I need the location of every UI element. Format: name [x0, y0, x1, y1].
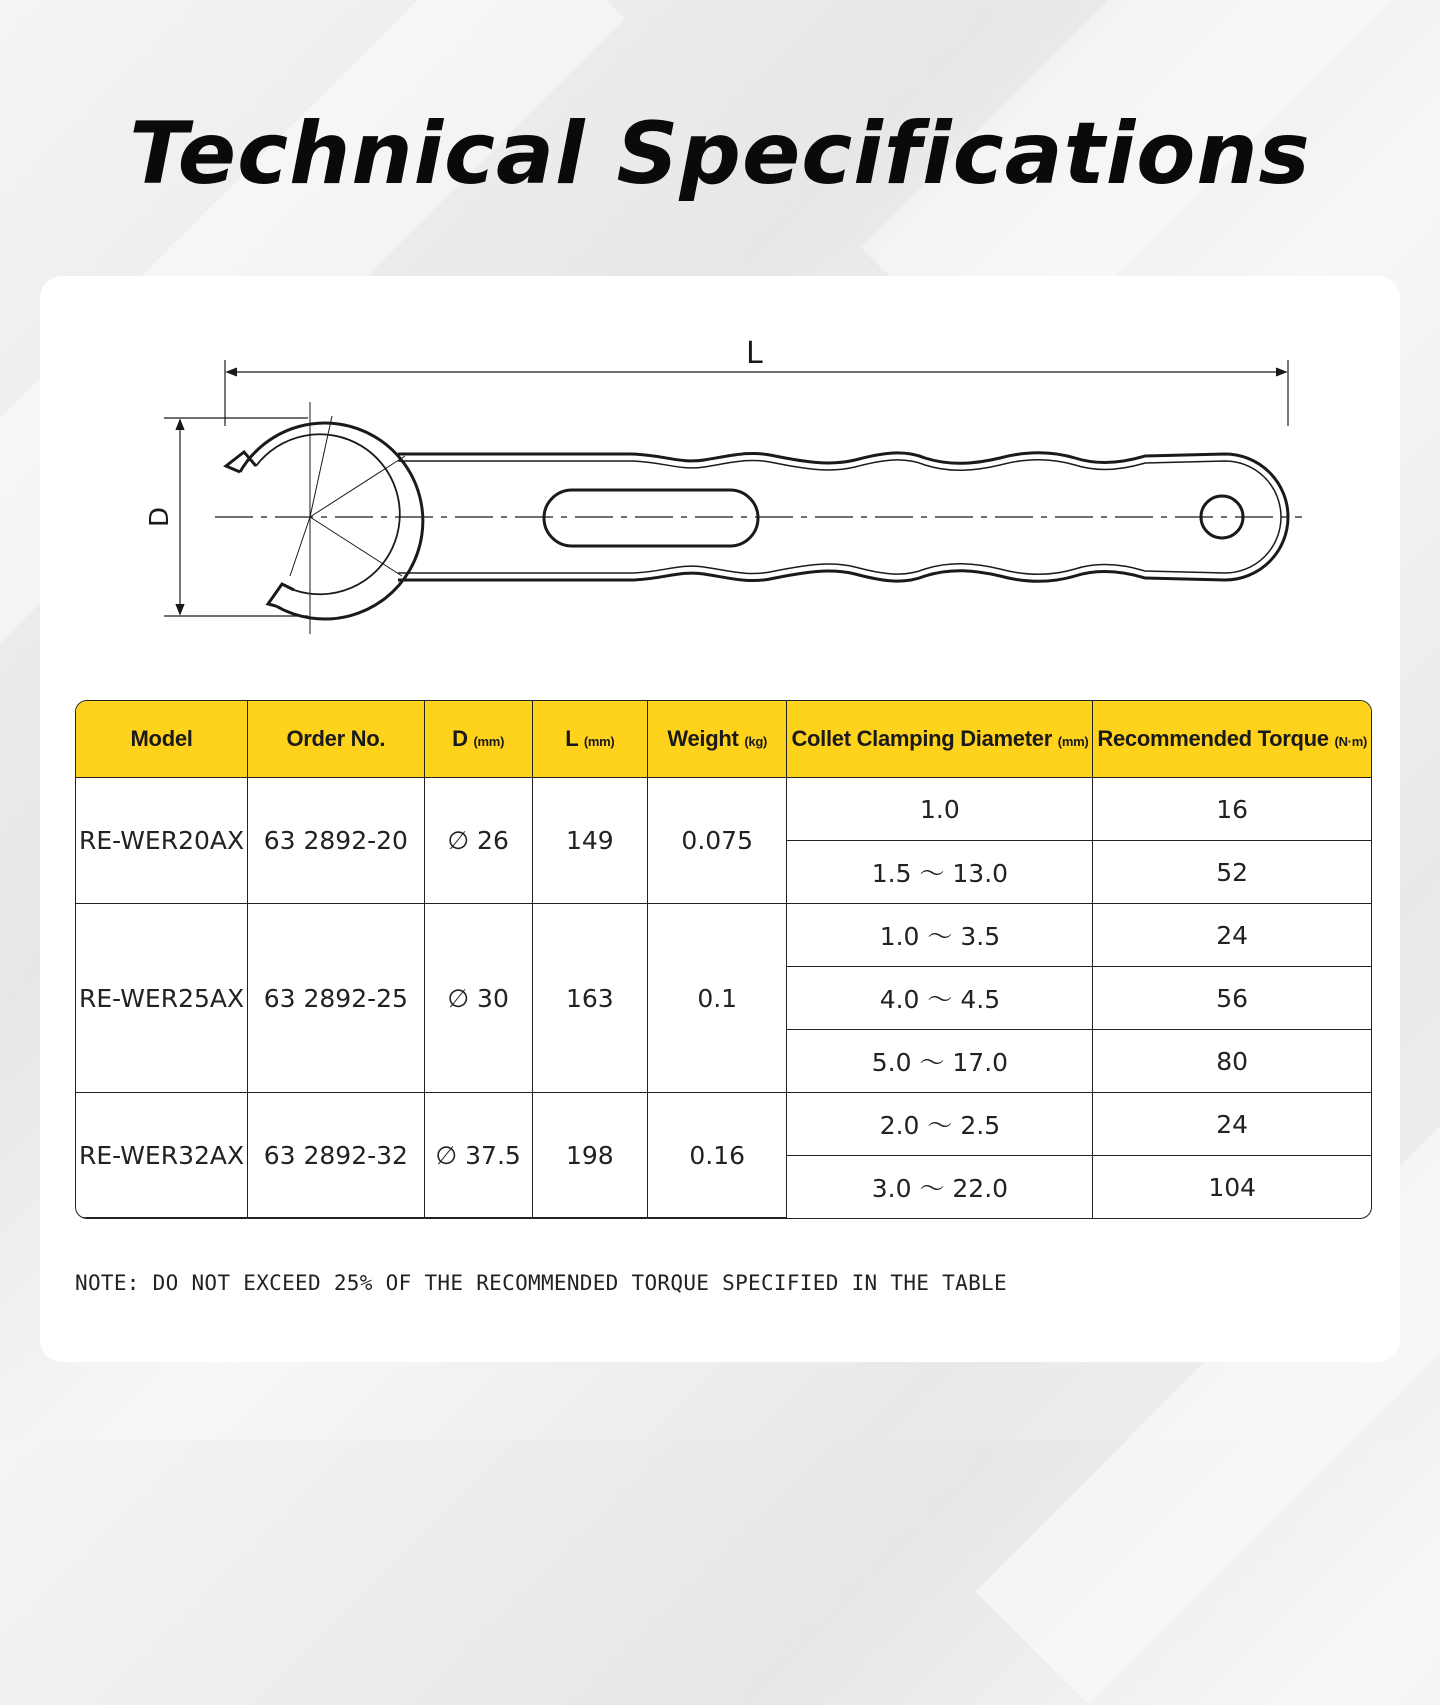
model-cell: RE-WER20AX [76, 778, 248, 904]
header-order-no: Order No. [248, 701, 424, 778]
diameter-cell: 5.0 ～ 17.0 [787, 1030, 1093, 1093]
l-cell: 198 [533, 1093, 648, 1218]
d-cell: ∅ 26 [425, 778, 533, 904]
torque-cell: 16 [1093, 778, 1371, 841]
diameter-dimension-label: D [145, 506, 176, 528]
weight-cell: 0.16 [648, 1093, 787, 1218]
weight-cell: 0.075 [648, 778, 787, 904]
l-cell: 149 [533, 778, 648, 904]
diameter-cell: 3.0 ～ 22.0 [787, 1156, 1093, 1218]
diameter-cell: 1.0 ～ 3.5 [787, 904, 1093, 967]
d-cell: ∅ 37.5 [425, 1093, 533, 1218]
model-cell: RE-WER25AX [76, 904, 248, 1093]
torque-cell: 24 [1093, 904, 1371, 967]
header-weight: Weight (kg) [648, 701, 787, 778]
table-header-row [76, 701, 1371, 778]
torque-cell: 52 [1093, 841, 1371, 904]
order-no-cell: 63 2892-20 [248, 778, 424, 904]
model-cell: RE-WER32AX [76, 1093, 248, 1218]
diameter-cell: 4.0 ～ 4.5 [787, 967, 1093, 1030]
diameter-cell: 2.0 ～ 2.5 [787, 1093, 1093, 1156]
table-row [76, 778, 1371, 841]
length-dimension-label: L [746, 336, 763, 371]
wrench-technical-drawing [40, 276, 1400, 676]
spec-table [75, 700, 1372, 1219]
page-title: Technical Specifications [129, 104, 1311, 204]
table-row [76, 1093, 1371, 1156]
header-d: D (mm) [425, 701, 533, 778]
spec-card [40, 276, 1400, 1362]
diameter-cell: 1.0 [787, 778, 1093, 841]
table-row [76, 904, 1371, 967]
torque-note: NOTE: DO NOT EXCEED 25% OF THE RECOMMENDED TORQUE SPECIFIED IN THE TABLE [75, 1271, 1007, 1295]
d-cell: ∅ 30 [425, 904, 533, 1093]
header-torque: Recommended Torque (N·m) [1093, 701, 1371, 778]
torque-cell: 56 [1093, 967, 1371, 1030]
header-collet-diameter: Collet Clamping Diameter (mm) [787, 701, 1093, 778]
weight-cell: 0.1 [648, 904, 787, 1093]
order-no-cell: 63 2892-25 [248, 904, 424, 1093]
diameter-cell: 1.5 ～ 13.0 [787, 841, 1093, 904]
torque-cell: 24 [1093, 1093, 1371, 1156]
order-no-cell: 63 2892-32 [248, 1093, 424, 1218]
header-l: L (mm) [533, 701, 648, 778]
header-model: Model [76, 701, 248, 778]
torque-cell: 104 [1208, 1172, 1257, 1202]
torque-cell: 80 [1093, 1030, 1371, 1093]
l-cell: 163 [533, 904, 648, 1093]
